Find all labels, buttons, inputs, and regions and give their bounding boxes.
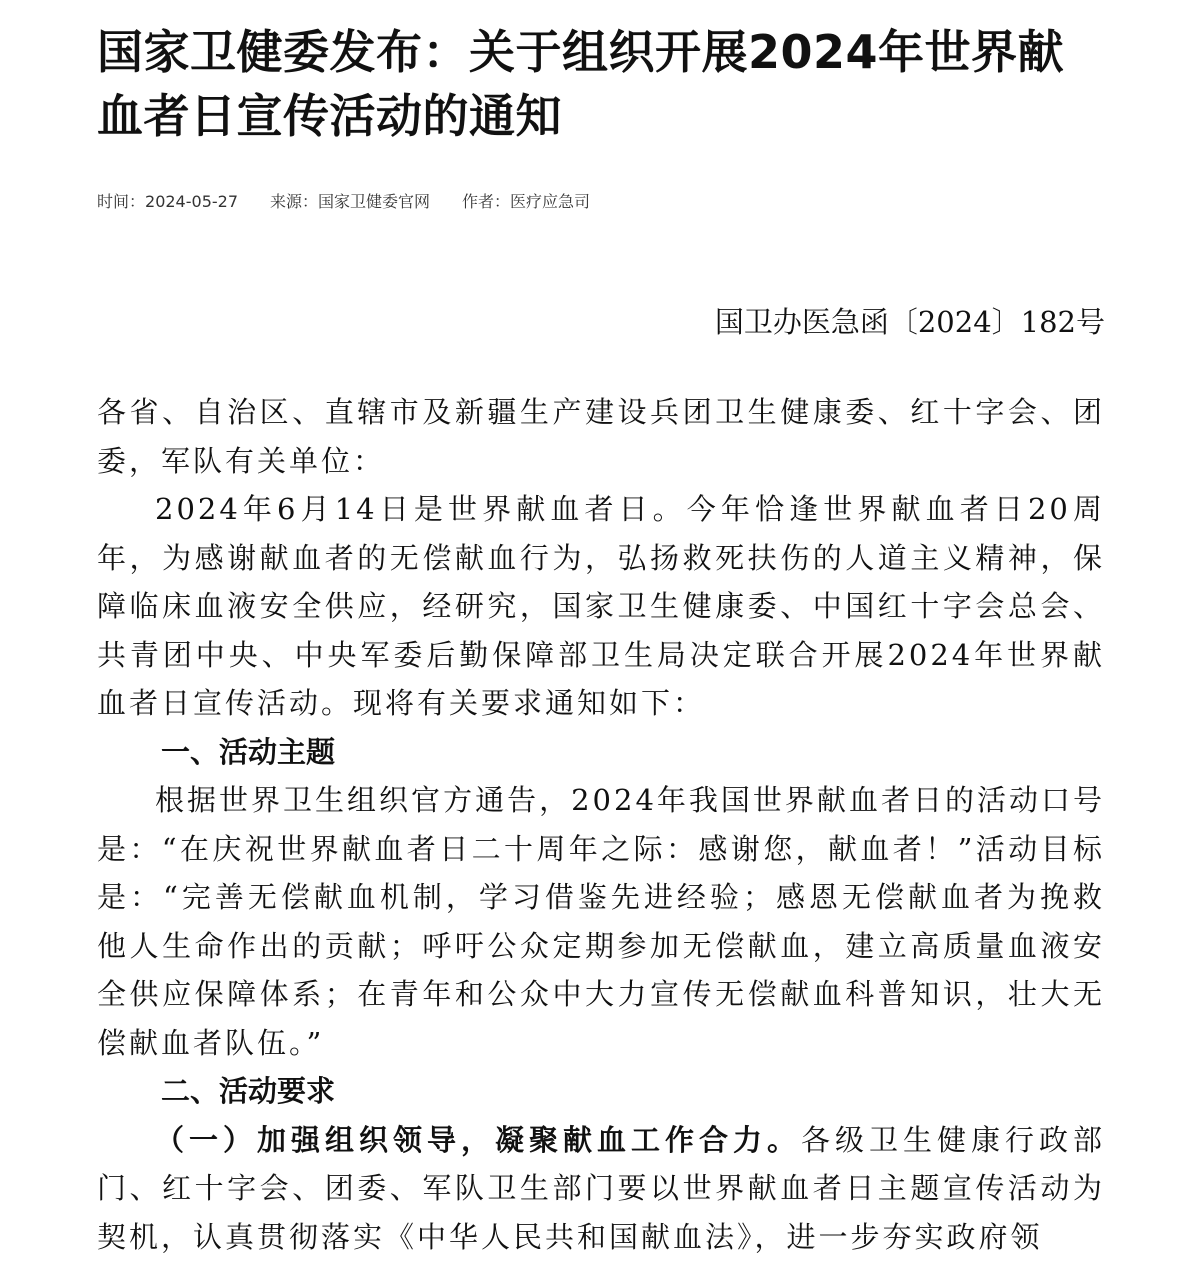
article [97, 0, 1105, 1261]
section-heading-requirements: 二、活动要求 [161, 1074, 336, 1108]
meta-author-label: 作者： [462, 192, 511, 211]
meta-author [462, 190, 590, 214]
document-number: 国卫办医急函〔2024〕182号 [714, 305, 1105, 339]
article-meta [97, 190, 1105, 214]
meta-time-label: 时间： [97, 192, 146, 211]
section-theme-paragraph: 根据世界卫生组织官方通告，2024年我国世界献血者日的活动口号是：“在庆祝世界献血者日二十周年之际：感谢您，献血者！”活动目标是：“完善无偿献血机制，学习借鉴先进经验；感恩无偿献血者为挽救他人生命作出的贡献；呼吁公众定期参加无偿献血，建立高质量血液安全供应保障体系；在青年和公众中大力宣传无偿献血科普知识，壮大无偿献血者队伍。” [97, 783, 1105, 1060]
article-title: 国家卫健委发布：关于组织开展2024年世界献血者日宣传活动的通知 [97, 25, 1065, 143]
meta-source-label: 来源： [270, 192, 319, 211]
salutation: 各省、自治区、直辖市及新疆生产建设兵团卫生健康委、红十字会、团委，军队有关单位： [97, 395, 1105, 478]
requirement-item-1 [97, 1116, 1105, 1262]
meta-time-value: 2024-05-27 [145, 192, 238, 211]
article-body [97, 388, 1105, 1261]
meta-time [97, 190, 238, 214]
meta-source [270, 190, 430, 214]
requirement-item-1-lead: （一）加强组织领导，凝聚献血工作合力。 [155, 1122, 801, 1157]
meta-source-value: 国家卫健委官网 [318, 192, 431, 211]
intro-paragraph: 2024年6月14日是世界献血者日。今年恰逢世界献血者日20周年，为感谢献血者的无偿献血行为，弘扬救死扶伤的人道主义精神，保障临床血液安全供应，经研究，国家卫生健康委、中国红十字会总会、共青团中央、中央军委后勤保障部卫生局决定联合开展2024年世界献血者日宣传活动。现将有关要求通知如下： [97, 492, 1105, 720]
section-heading-theme: 一、活动主题 [161, 734, 336, 769]
meta-author-value: 医疗应急司 [510, 192, 591, 211]
requirement-item-1-text: 各级卫生健康行政部门、红十字会、团委、军队卫生部门要以世界献血者日主题宣传活动为契机，认真贯彻落实《中华人民共和国献血法》，进一步夯实政府领 [97, 1122, 1105, 1254]
